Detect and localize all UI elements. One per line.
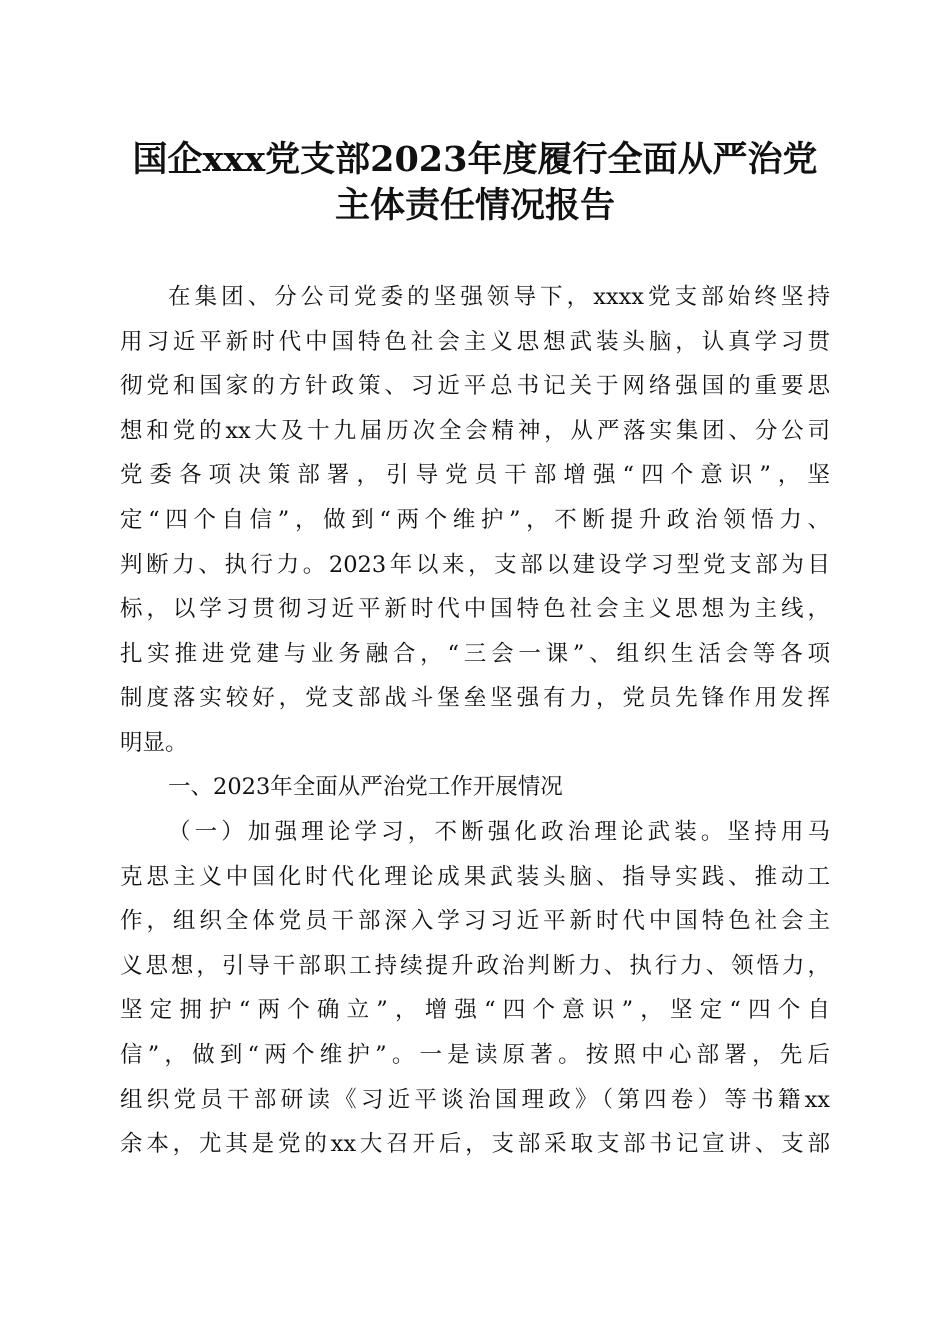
paragraph-line: 党委各项决策部署，引导党员干部增强“四个意识”，坚 (120, 462, 830, 489)
paragraph-line: 坚定拥护“两个确立”，增强“四个意识”，坚定“四个自 (120, 997, 830, 1024)
paragraph-line: 想和党的xx大及十九届历次全会精神，从严落实集团、分公司 (120, 417, 830, 444)
paragraph-line: 判断力、执行力。2023年以来，支部以建设学习型党支部为目 (120, 551, 830, 578)
paragraph-line: 余本，尤其是党的xx大召开后，支部采取支部书记宣讲、支部 (120, 1131, 830, 1158)
paragraph-line: 明显。 (120, 730, 188, 756)
paragraph-line: 组织党员干部研读《习近平谈治国理政》（第四卷）等书籍xx (120, 1086, 830, 1113)
paragraph-line: 扎实推进党建与业务融合，“三会一课”、组织生活会等各项 (120, 640, 830, 667)
paragraph-line: 制度落实较好，党支部战斗堡垒坚强有力，党员先锋作用发挥 (120, 685, 830, 712)
paragraph-line: 克思主义中国化时代化理论成果武装头脑、指导实践、推动工 (120, 863, 830, 890)
paragraph-line: 定“四个自信”，做到“两个维护”，不断提升政治领悟力、 (120, 507, 830, 533)
paragraph-line: 标，以学习贯彻习近平新时代中国特色社会主义思想为主线， (120, 596, 830, 623)
paragraph-line: （一）加强理论学习，不断强化政治理论武装。坚持用马 (168, 819, 830, 845)
title-line-2: 主体责任情况报告 (334, 185, 615, 226)
paragraph-line: 用习近平新时代中国特色社会主义思想武装头脑，认真学习贯 (120, 328, 830, 355)
paragraph-line: 作，组织全体党员干部深入学习习近平新时代中国特色社会主 (120, 908, 830, 935)
paragraph-line: 信”，做到“两个维护”。一是读原著。按照中心部署，先后 (120, 1042, 830, 1068)
section-heading: 一、2023年全面从严治党工作开展情况 (168, 774, 563, 800)
paragraph-line: 在集团、分公司党委的坚强领导下，xxxx党支部始终坚持 (168, 284, 830, 310)
paragraph-line: 义思想，引导干部职工持续提升政治判断力、执行力、领悟力， (120, 952, 830, 979)
title-line-1: 国企xxx党支部2023年度履行全面从严治党 (132, 139, 818, 180)
paragraph-line: 彻党和国家的方针政策、习近平总书记关于网络强国的重要思 (120, 373, 830, 400)
